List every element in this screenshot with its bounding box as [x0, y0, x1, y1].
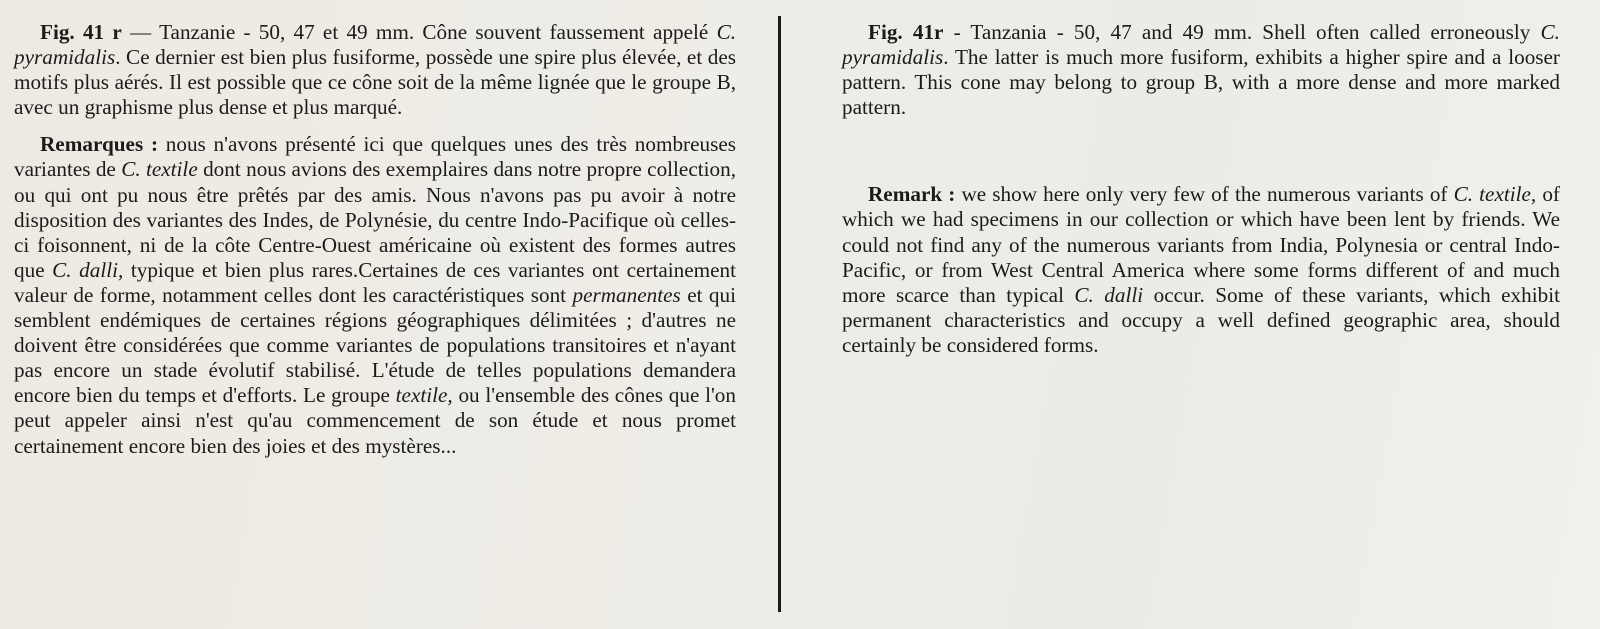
- french-remarks-text-1: nous n'avons présenté ici que quelques unes des très nombreuses variantes de: [14, 132, 736, 182]
- french-figure-text-2: . Ce dernier est bien plus fusiforme, possède une spire plus élevée, et des motifs plus aérés. Il est possible que ce cône soit de la même lignée que le groupe B, avec un graphisme plus dense et plus marqué.: [14, 45, 736, 120]
- english-remark-text-1: we show here only very few of the numerous variants of: [955, 182, 1454, 207]
- english-remark-species-1: C. textile,: [1453, 182, 1537, 207]
- english-figure-label: Fig. 41r: [868, 20, 944, 44]
- french-remarks-text-2: dont nous avions des exemplaires dans notre propre collection, ou qui ont pu nous être prêtés par des amis. Nous n'avons pas pu avoir à notre disposition des variantes des Indes, de Polynésie, du centre Indo-Pacifique où celles-ci foisonnent, ni de la côte Centre-Ouest américaine où existent des formes autres que: [14, 157, 737, 282]
- english-remark-text-3: occur. Some of these variants, which exhibit permanent characteristics and occupy a well defined geographic area, should certainly be considered forms.: [842, 282, 1560, 357]
- english-figure-text-2: . The latter is much more fusiform, exhibits a higher spire and a looser pattern. This cone may belong to group B, with a more dense and more marked pattern.: [842, 45, 1560, 120]
- french-remarks-text-4: et qui semblent endémiques de certaines régions géographiques délimitées ; d'autres ne doivent être considérées que comme variantes de populations transitoires et n'ayant pas encore un stade évolutif stabilisé. L'étude de telles populations demandera encore bien du temps et d'efforts. Le groupe: [14, 282, 736, 408]
- french-remarks-text-3: typique et bien plus rares.Certaines de ces variantes ont certainement valeur de forme, notamment celles dont les caractéristiques sont: [14, 257, 736, 307]
- english-figure-caption: [842, 20, 1560, 120]
- english-remark-text-2: of which we had specimens in our collection or which have been lent by friends. We could not find any of the numerous variants from India, Polynesia or central Indo-Pacific, or from West Central America where some forms different of and much more scarce than typical: [842, 182, 1560, 307]
- column-divider: [778, 16, 781, 612]
- english-figure-dash: -: [943, 20, 971, 44]
- english-figure-species: C. pyramidalis: [842, 20, 1560, 70]
- french-remarks-paragraph: [14, 132, 736, 458]
- french-remarks-text-5: ou l'ensemble des cônes que l'on peut appeler ainsi n'est qu'au commencement de son étude et nous promet certainement encore bien des joies et des mystères...: [14, 383, 736, 458]
- french-remarks-species-1: C. textile: [121, 157, 198, 182]
- french-remarks-group: textile,: [395, 383, 453, 408]
- french-remarks-species-2: C. dalli,: [52, 257, 124, 282]
- english-remark-label: Remark :: [868, 182, 956, 207]
- english-column: [842, 20, 1560, 358]
- english-remark-species-2: C. dalli: [1074, 282, 1144, 307]
- french-figure-caption: [14, 20, 736, 120]
- french-figure-dash: —: [121, 20, 160, 44]
- french-remarks-emphasis: permanentes: [572, 282, 681, 307]
- french-figure-label: Fig. 41 r: [40, 20, 122, 44]
- french-column: [14, 20, 736, 459]
- french-figure-species: C. pyramidalis: [14, 20, 737, 70]
- french-remarks-label: Remarques :: [40, 132, 158, 157]
- french-figure-text-1: Tanzanie - 50, 47 et 49 mm. Cône souvent faussement appelé: [159, 20, 717, 44]
- english-figure-text-1: Tanzania - 50, 47 and 49 mm. Shell often called erroneously: [970, 20, 1541, 44]
- english-remark-paragraph: [842, 182, 1560, 358]
